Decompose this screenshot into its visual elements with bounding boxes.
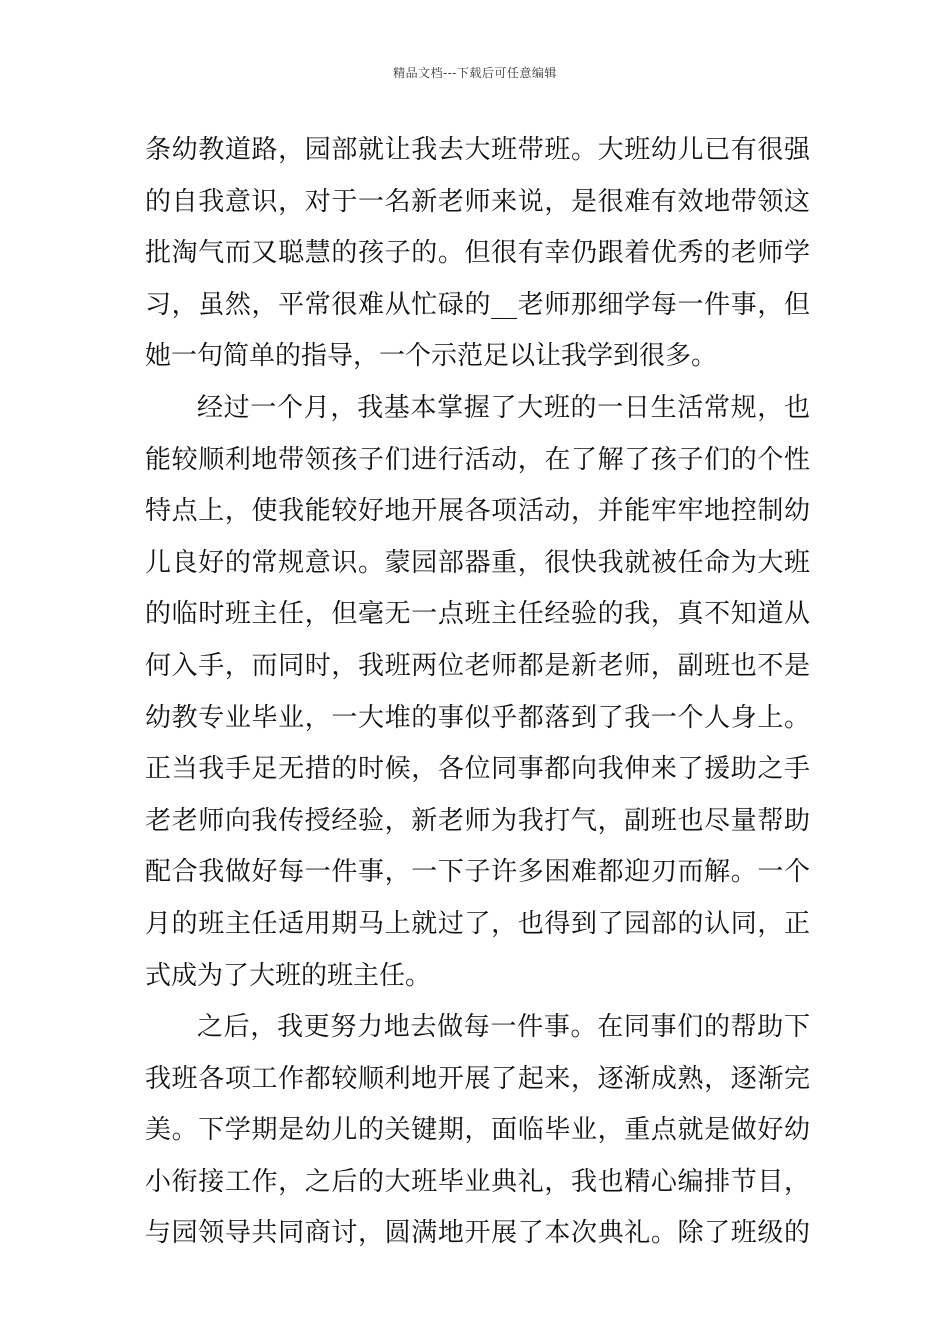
text-line: 美。下学期是幼儿的关键期，面临毕业，重点就是做好幼 <box>145 1115 810 1146</box>
text-line: 习，虽然，平常很难从忙碌的__老师那细学每一件事，但 <box>145 289 810 320</box>
text-line: 能较顺利地带领孩子们进行活动，在了解了孩子们的个性 <box>145 444 810 475</box>
text-line: 条幼教道路，园部就让我去大班带班。大班幼儿已有很强 <box>145 135 810 165</box>
text-line: 老老师向我传授经验，新老师为我打气，副班也尽量帮助 <box>145 805 810 836</box>
text-line: 她一句简单的指导，一个示范足以让我学到很多。 <box>145 341 718 372</box>
text-line: 的自我意识，对于一名新老师来说，是很难有效地带领这 <box>145 186 810 217</box>
text-line: 小衔接工作，之后的大班毕业典礼，我也精心编排节目， <box>145 1166 810 1197</box>
paragraph-first-line: 经过一个月，我基本掌握了大班的一日生活常规，也 <box>197 392 810 423</box>
text-line: 正当我手足无措的时候，各位同事都向我伸来了援助之手 <box>145 754 810 785</box>
text-line: 特点上，使我能较好地开展各项活动，并能牢牢地控制幼 <box>145 496 810 527</box>
body-text <box>145 125 810 1260</box>
paragraph-first-line: 之后，我更努力地去做每一件事。在同事们的帮助下 <box>197 1012 810 1043</box>
text-line: 月的班主任适用期马上就过了，也得到了园部的认同，正 <box>145 908 810 939</box>
text-line: 幼教专业毕业，一大堆的事似乎都落到了我一个人身上。 <box>145 702 810 733</box>
text-line: 配合我做好每一件事，一下子许多困难都迎刃而解。一个 <box>145 857 810 888</box>
page-header: 精品文档---下载后可任意编辑 <box>393 66 557 80</box>
text-line: 何入手，而同时，我班两位老师都是新老师，副班也不是 <box>145 650 810 681</box>
text-line: 我班各项工作都较顺利地开展了起来，逐渐成熟，逐渐完 <box>145 1063 810 1094</box>
text-line: 儿良好的常规意识。蒙园部器重，很快我就被任命为大班 <box>145 547 810 578</box>
text-line: 批淘气而又聪慧的孩子的。但很有幸仍跟着优秀的老师学 <box>145 238 810 269</box>
text-line: 式成为了大班的班主任。 <box>145 960 432 991</box>
text-line: 与园领导共同商讨，圆满地开展了本次典礼。除了班级的 <box>145 1218 810 1249</box>
text-line: 的临时班主任，但毫无一点班主任经验的我，真不知道从 <box>145 599 810 630</box>
